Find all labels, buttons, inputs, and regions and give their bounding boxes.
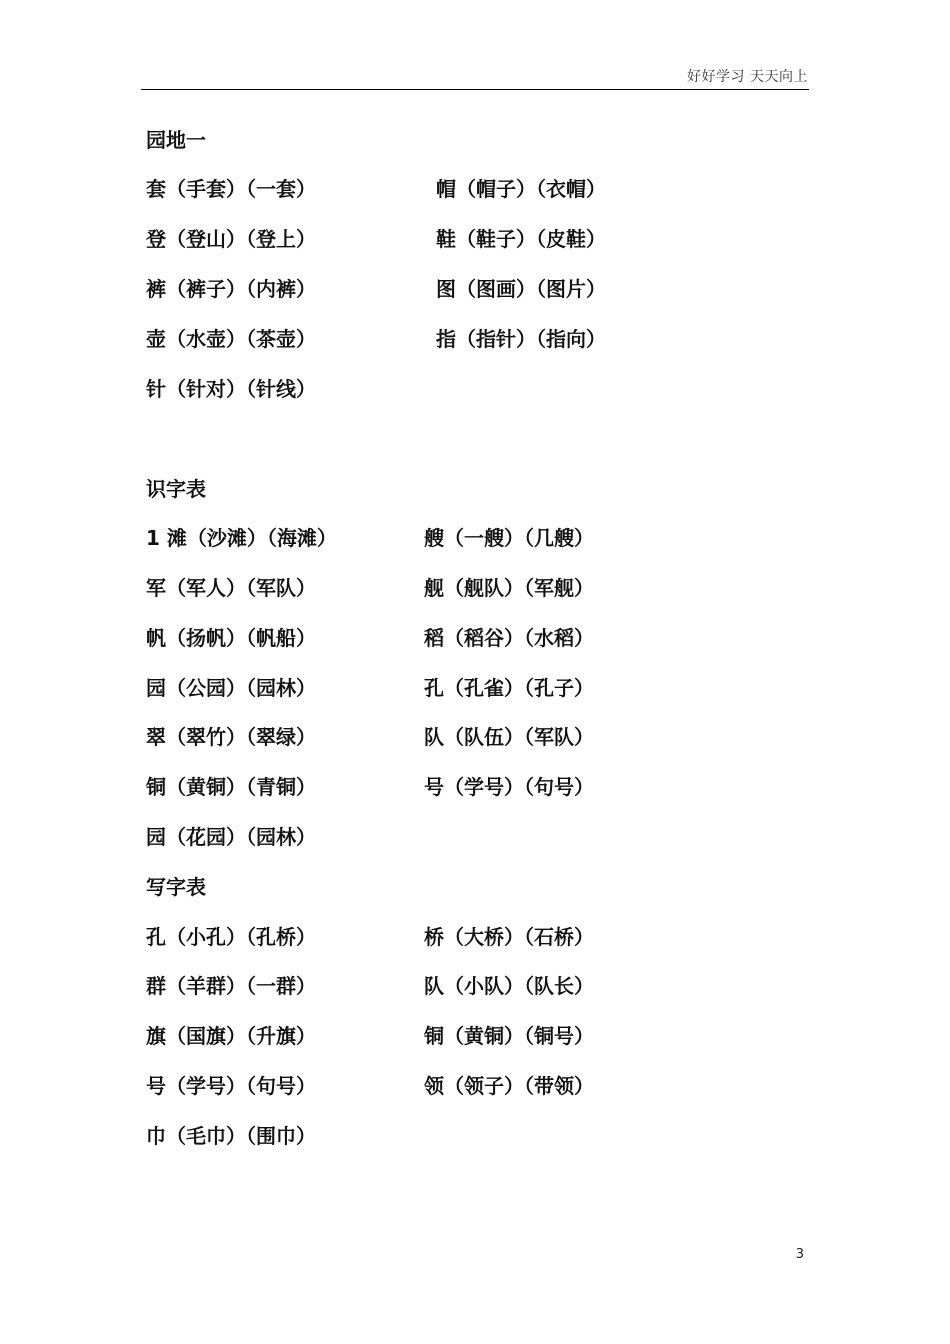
word-entry: 针（针对）（针线） [146, 377, 316, 401]
word-entry: 壶（水壶）（茶壶） [146, 327, 316, 351]
page-number: 3 [795, 1247, 804, 1262]
header-divider [141, 89, 809, 90]
word-entry: 号（学号）（句号） [424, 775, 594, 799]
word-entry: 领（领子）（带领） [424, 1074, 594, 1098]
word-entry: 舰（舰队）（军舰） [424, 576, 594, 600]
word-entry: 队（队伍）（军队） [424, 725, 594, 749]
word-entry: 桥（大桥）（石桥） [424, 925, 594, 949]
section-title-shizibiao: 识字表 [146, 477, 206, 501]
word-entry: 裤（裤子）（内裤） [146, 277, 316, 301]
word-entry: 艘（一艘）（几艘） [424, 526, 594, 550]
word-entry: 号（学号）（句号） [146, 1074, 316, 1098]
word-entry: 队（小队）（队长） [424, 974, 594, 998]
word-entry: 1 滩（沙滩）（海滩） [146, 526, 337, 550]
word-entry: 帽（帽子）（衣帽） [436, 177, 606, 201]
word-entry: 套（手套）（一套） [146, 177, 316, 201]
section-title-xiezibiao: 写字表 [146, 875, 206, 899]
word-entry: 铜（黄铜）（铜号） [424, 1024, 594, 1048]
word-entry: 稻（稻谷）（水稻） [424, 626, 594, 650]
word-entry: 园（花园）（园林） [146, 825, 316, 849]
header-motto: 好好学习 天天向上 [687, 69, 808, 85]
word-entry: 铜（黄铜）（青铜） [146, 775, 316, 799]
word-entry: 鞋（鞋子）（皮鞋） [436, 227, 606, 251]
word-entry: 群（羊群）（一群） [146, 974, 316, 998]
word-entry: 军（军人）（军队） [146, 576, 316, 600]
word-entry: 指（指针）（指向） [436, 327, 606, 351]
word-entry: 孔（孔雀）（孔子） [424, 676, 594, 700]
word-entry: 旗（国旗）（升旗） [146, 1024, 316, 1048]
word-entry: 登（登山）（登上） [146, 227, 316, 251]
word-entry: 巾（毛巾）（围巾） [146, 1124, 316, 1148]
section-title-yuandi: 园地一 [146, 128, 206, 152]
word-entry: 园（公园）（园林） [146, 676, 316, 700]
word-entry: 帆（扬帆）（帆船） [146, 626, 316, 650]
word-entry: 翠（翠竹）（翠绿） [146, 725, 316, 749]
word-entry: 孔（小孔）（孔桥） [146, 925, 316, 949]
word-entry: 图（图画）（图片） [436, 277, 606, 301]
